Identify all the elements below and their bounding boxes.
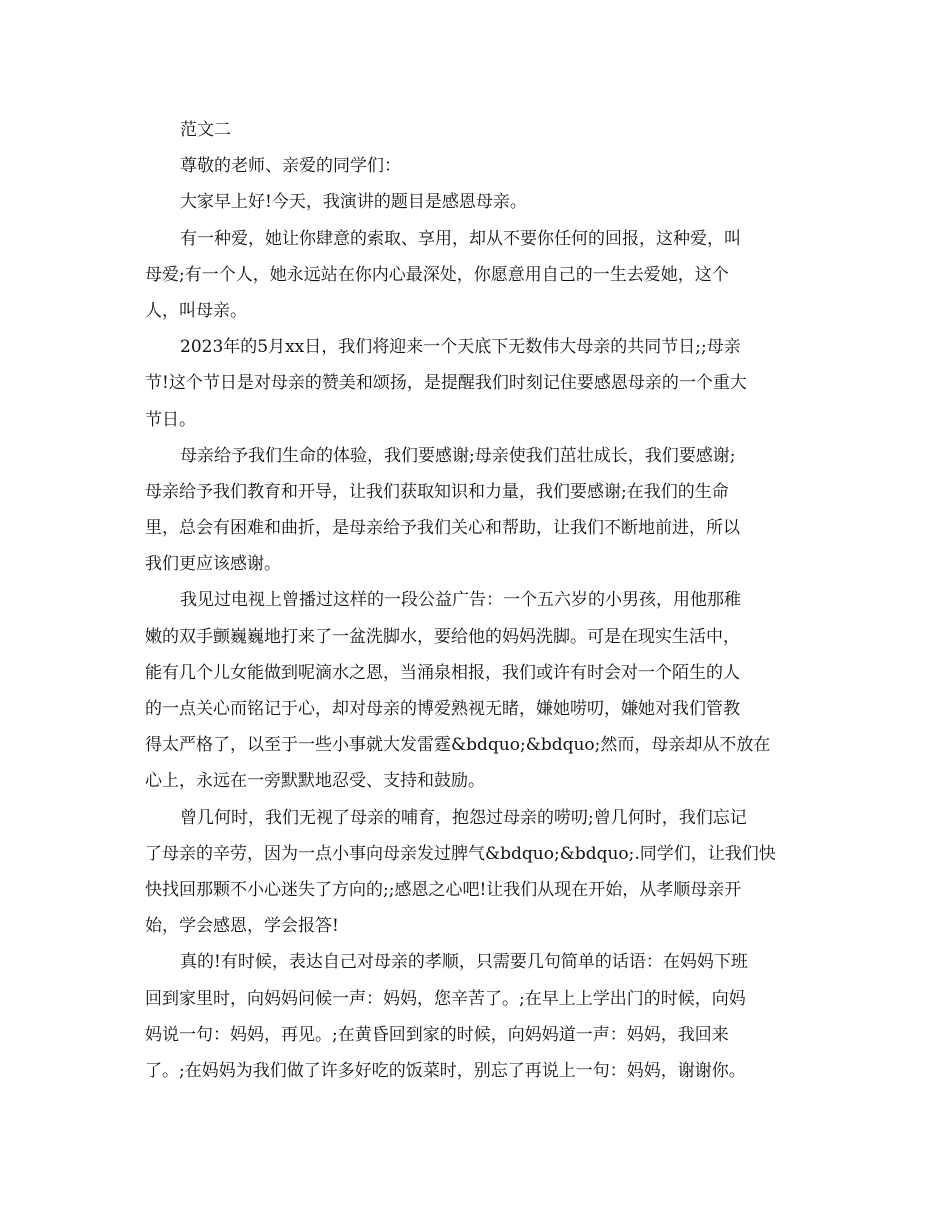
text-line: 节日。 bbox=[145, 409, 196, 430]
text-line: 大家早上好!今天，我演讲的题目是感恩母亲。 bbox=[180, 192, 527, 213]
text-line: 曾几何时，我们无视了母亲的哺育，抱怨过母亲的唠叨;曾几何时，我们忘记 bbox=[180, 807, 747, 828]
text-line: 妈说一句：妈妈，再见。;在黄昏回到家的时候，向妈妈道一声：妈妈，我回来 bbox=[145, 1024, 729, 1045]
text-line: 我见过电视上曾播过这样的一段公益广告：一个五六岁的小男孩，用他那稚 bbox=[180, 590, 741, 611]
text-line: 快找回那颗不小心迷失了方向的;;感恩之心吧!让我们从现在开始，从孝顺母亲开 bbox=[145, 879, 742, 900]
section-title: 范文二 bbox=[180, 120, 231, 140]
text-line: 母爱;有一个人，她永远站在你内心最深处，你愿意用自己的一生去爱她，这个 bbox=[145, 264, 729, 285]
text-line: 了。;在妈妈为我们做了许多好吃的饭菜时，别忘了再说上一句：妈妈，谢谢你。 bbox=[145, 1060, 746, 1081]
text-line: 嫩的双手颤巍巍地打来了一盆洗脚水，要给他的妈妈洗脚。可是在现实生活中， bbox=[145, 626, 740, 647]
document-body bbox=[145, 112, 805, 1089]
text-line: 能有几个儿女能做到呢滴水之恩，当涌泉相报，我们或许有时会对一个陌生的人 bbox=[145, 662, 740, 683]
text-line: 始，学会感恩，学会报答! bbox=[145, 916, 339, 937]
text-line: 有一种爱，她让你肆意的索取、享用，却从不要你任何的回报，这种爱，叫 bbox=[180, 228, 741, 249]
text-line: 心上，永远在一旁默默地忍受、支持和鼓励。 bbox=[145, 771, 485, 792]
text-line: 2023年的5月xx日，我们将迎来一个天底下无数伟大母亲的共同节日;;母亲 bbox=[180, 337, 741, 358]
text-line: 的一点关心而铭记于心，却对母亲的博爱熟视无睹，嫌她唠叨，嫌她对我们管教 bbox=[145, 699, 740, 719]
text-line: 得太严格了，以至于一些小事就大发雷霆&bdquo;&bdquo;然而，母亲却从不放在 bbox=[145, 735, 771, 756]
text-line: 回到家里时，向妈妈问候一声：妈妈，您辛苦了。;在早上上学出门的时候，向妈 bbox=[145, 988, 746, 1009]
text-line: 我们更应该感谢。 bbox=[145, 554, 281, 575]
text-line: 里，总会有困难和曲折，是母亲给予我们关心和帮助，让我们不断地前进，所以 bbox=[145, 518, 740, 539]
text-line: 母亲给予我们生命的体验，我们要感谢;母亲使我们茁壮成长，我们要感谢; bbox=[180, 445, 736, 466]
text-line: 母亲给予我们教育和开导，让我们获取知识和力量，我们要感谢;在我们的生命 bbox=[145, 481, 729, 502]
text-line: 人，叫母亲。 bbox=[145, 300, 247, 321]
text-line: 了母亲的辛劳，因为一点小事向母亲发过脾气&bdquo;&bdquo;.同学们，让我们快 bbox=[145, 843, 776, 864]
salutation: 尊敬的老师、亲爱的同学们： bbox=[180, 156, 401, 177]
text-line: 节!这个节日是对母亲的赞美和颂扬，是提醒我们时刻记住要感恩母亲的一个重大 bbox=[145, 373, 747, 394]
text-line: 真的!有时候，表达自己对母亲的孝顺，只需要几句简单的话语：在妈妈下班 bbox=[180, 952, 748, 973]
